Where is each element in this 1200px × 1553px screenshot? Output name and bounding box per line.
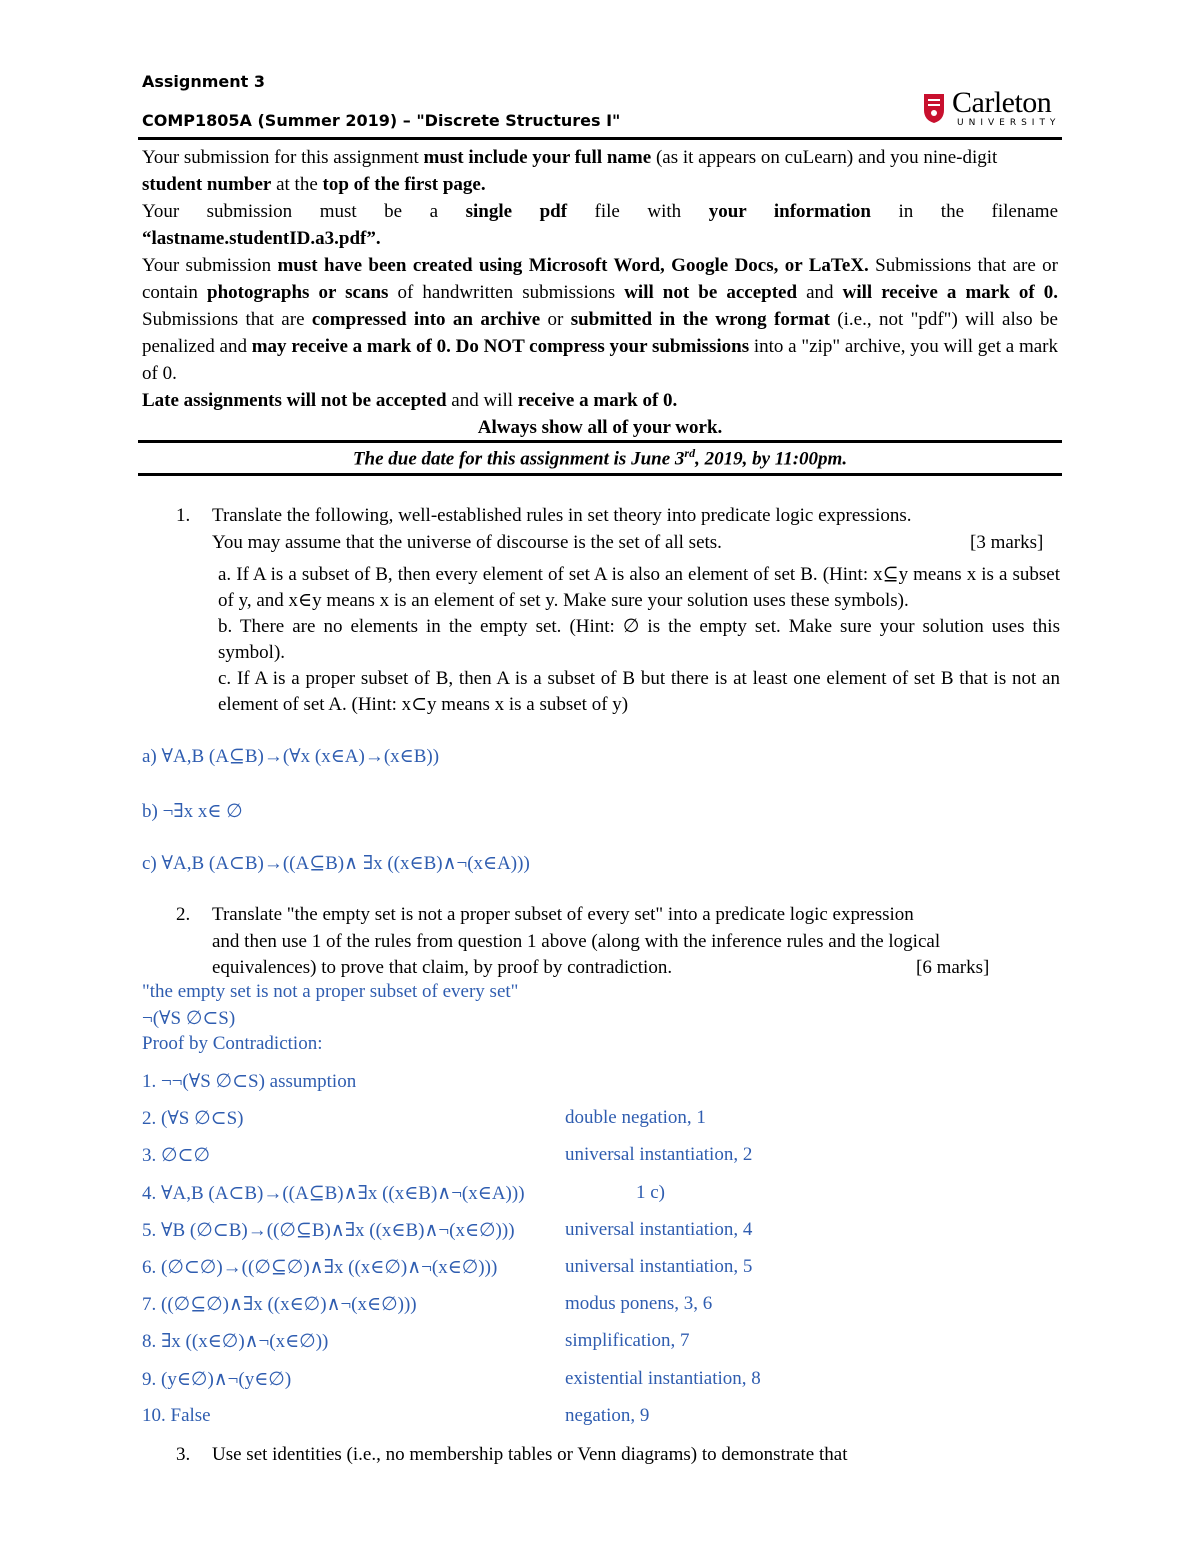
due-date: The due date for this assignment is June 3rd, 2019, by 11:00pm. xyxy=(352,446,848,470)
q1-line1: Translate the following, well-established rules in set theory into predicate logic expressions. xyxy=(212,505,912,526)
instructions-pdf-line: Your submission must be a single pdf file with your information in the filename xyxy=(142,201,1058,222)
due-rule-top xyxy=(138,440,1062,443)
q1-part-b: b. There are no elements in the empty set. (Hint: ∅ is the empty set. Make sure your solution uses this symbol). xyxy=(218,616,1060,663)
q1-parts xyxy=(218,562,1060,718)
q1-number: 1. xyxy=(176,505,191,526)
proof-step-reason: universal instantiation, 2 xyxy=(565,1144,753,1165)
q2-proof-title: Proof by Contradiction: xyxy=(142,1033,323,1054)
due-rule-bottom xyxy=(138,473,1062,476)
proof-step-reason: universal instantiation, 5 xyxy=(565,1256,753,1277)
logo-name: Carleton xyxy=(952,86,1052,119)
instructions-filename: “lastname.studentID.a3.pdf”. xyxy=(142,228,381,249)
proof-step-statement: 9. (y∈∅)∧¬(y∈∅) xyxy=(142,1369,292,1390)
carleton-crest-icon xyxy=(922,92,946,124)
instructions-show-work: Always show all of your work. xyxy=(477,417,723,438)
q1-answer-b: b) ¬∃x x∈ ∅ xyxy=(142,801,243,822)
logo-subtitle: UNIVERSITY xyxy=(957,118,1061,128)
proof-step-statement: 10. False xyxy=(142,1405,211,1426)
proof-step-statement: 1. ¬¬(∀S ∅⊂S) assumption xyxy=(142,1071,357,1092)
proof-step-statement: 6. (∅⊂∅)→((∅⊆∅)∧∃x ((x∈∅)∧¬(x∈∅))) xyxy=(142,1257,498,1278)
header-rule xyxy=(138,137,1062,140)
instructions-block xyxy=(142,144,1058,441)
q3-number: 3. xyxy=(176,1444,191,1465)
instructions-format: Your submission must have been created using Microsoft Word, Google Docs, or LaTeX. Submissions that are or contain photographs or scans of handwritten submissions will not be accepted and will receive a mark of 0. Submissions that are compressed into an archive or submitted in the wrong format (i.e., not "pdf") will also be penalized and may receive a mark of 0. Do NOT compress your submissions into a "zip" archive, you will get a mark of 0. xyxy=(142,255,1058,384)
proof-step-reason: simplification, 7 xyxy=(565,1330,690,1351)
q2-line3: equivalences) to prove that claim, by proof by contradiction. xyxy=(212,957,673,978)
proof-step-statement: 2. (∀S ∅⊂S) xyxy=(142,1108,244,1129)
q2-marks: [6 marks] xyxy=(916,957,990,978)
proof-step-statement: 5. ∀B (∅⊂B)→((∅⊆B)∧∃x ((x∈B)∧¬(x∈∅))) xyxy=(142,1220,515,1241)
q2-quote: "the empty set is not a proper subset of every set" xyxy=(142,981,519,1002)
proof-step-reason: double negation, 1 xyxy=(565,1107,706,1128)
q2-line2: and then use 1 of the rules from question 1 above (along with the inference rules and the logical xyxy=(212,931,941,952)
q1-line2: You may assume that the universe of discourse is the set of all sets. xyxy=(212,532,722,553)
proof-step-reason: existential instantiation, 8 xyxy=(565,1368,761,1389)
q1-marks: [3 marks] xyxy=(970,532,1044,553)
proof-step-reason: negation, 9 xyxy=(565,1405,650,1426)
proof-step-statement: 4. ∀A,B (A⊂B)→((A⊆B)∧∃x ((x∈B)∧¬(x∈A))) xyxy=(142,1183,525,1204)
q2-line1: Translate "the empty set is not a proper subset of every set" into a predicate logic expression xyxy=(212,904,914,925)
q3-line1: Use set identities (i.e., no membership tables or Venn diagrams) to demonstrate that xyxy=(212,1444,848,1465)
q1-answer-a: a) ∀A,B (A⊆B)→(∀x (x∈A)→(x∈B)) xyxy=(142,746,440,767)
proof-step-reason: 1 c) xyxy=(636,1182,666,1203)
instructions-late: Late assignments will not be accepted and will receive a mark of 0. xyxy=(142,390,678,411)
proof-step-reason: modus ponens, 3, 6 xyxy=(565,1293,713,1314)
q2-expression: ¬(∀S ∅⊂S) xyxy=(142,1008,236,1029)
proof-step-reason: universal instantiation, 4 xyxy=(565,1219,753,1240)
q1-answer-c: c) ∀A,B (A⊂B)→((A⊆B)∧ ∃x ((x∈B)∧¬(x∈A))) xyxy=(142,853,530,874)
proof-step-statement: 3. ∅⊂∅ xyxy=(142,1145,211,1166)
assignment-title: Assignment 3 xyxy=(142,72,266,91)
course-title: COMP1805A (Summer 2019) – "Discrete Structures I" xyxy=(142,111,621,130)
instructions-name-number: Your submission for this assignment must include your full name (as it appears on cuLearn) and you nine-digit student number at the top of the first page. xyxy=(142,147,998,195)
q2-number: 2. xyxy=(176,904,191,925)
q1-part-c: c. If A is a proper subset of B, then A is a subset of B but there is at least one element of set B that is not an element of set A. (Hint: x⊂y means x is a subset of y) xyxy=(218,668,1060,715)
proof-step-statement: 7. ((∅⊆∅)∧∃x ((x∈∅)∧¬(x∈∅))) xyxy=(142,1294,417,1315)
q1-part-a: a. If A is a subset of B, then every element of set A is also an element of set B. (Hint: x⊆y means x is a subset of y, and x∈y means x is an element of set y. Make sure your solution uses these symbols). xyxy=(218,564,1060,611)
proof-step-statement: 8. ∃x ((x∈∅)∧¬(x∈∅)) xyxy=(142,1331,329,1352)
